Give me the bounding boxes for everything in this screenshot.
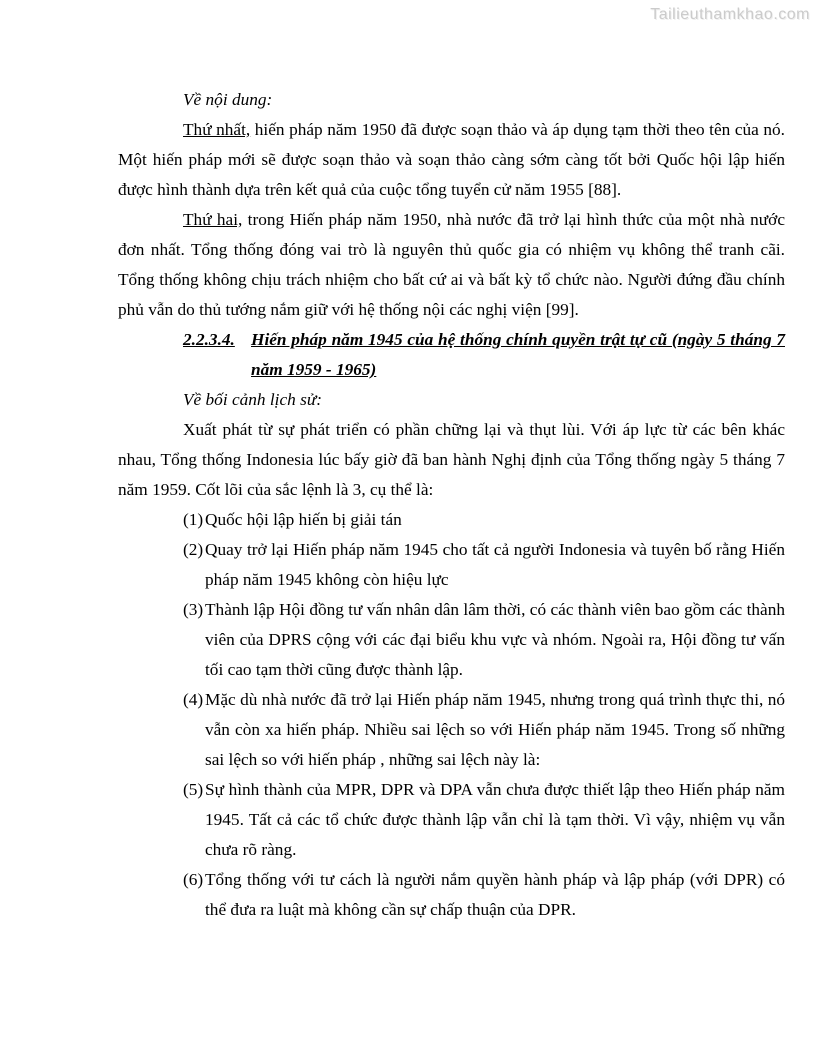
list-item-text: Mặc dù nhà nước đã trở lại Hiến pháp năm 1945, nhưng trong quá trình thực thi, nó vẫn còn xa hiến pháp. Nhiều sai lệch so với Hiến pháp năm 1945. Trong số những sai lệch so với hiến pháp , những sai lệch này là: [205, 690, 785, 769]
list-item-text: Quốc hội lập hiến bị giải tán [205, 510, 402, 529]
watermark: Tailieuthamkhao.com [650, 6, 810, 23]
list-item-marker: (3) [183, 600, 204, 619]
list-item [118, 685, 785, 775]
list-item-text: Sự hình thành của MPR, DPR và DPA vẫn chưa được thiết lập theo Hiến pháp năm 1945. Tất cả các tổ chức được thành lập vẫn chỉ là tạm thời. Vì vậy, nhiệm vụ vẫn chưa rõ ràng. [205, 780, 785, 859]
list-item-marker: (5) [183, 780, 204, 799]
section-heading-number: 2.2.3.4. [183, 330, 235, 349]
paragraph-first-text: hiến pháp năm 1950 đã được soạn thảo và áp dụng tạm thời theo tên của nó. Một hiến pháp mới sẽ được soạn thảo và soạn thảo càng sớm càng tốt bởi Quốc hội lập hiến được hình thành dựa trên kết quả của cuộc tổng tuyển cử năm 1955 [88]. [118, 120, 785, 199]
paragraph-second-text: trong Hiến pháp năm 1950, nhà nước đã trở lại hình thức của một nhà nước đơn nhất. Tổng thống đóng vai trò là nguyên thủ quốc gia có nhiệm vụ không thể tranh cãi. Tổng thống không chịu trách nhiệm cho bất cứ ai và bất kỳ tổ chức nào. Người đứng đầu chính phủ vẫn do thủ tướng nắm giữ với hệ thống nội các nghị viện [99]. [118, 210, 785, 319]
list-item [118, 865, 785, 925]
list-item-text: Thành lập Hội đồng tư vấn nhân dân lâm thời, có các thành viên bao gồm các thành viên của DPRS cộng với các đại biểu khu vực và nhóm. Ngoài ra, Hội đồng tư vấn tối cao tạm thời cũng được thành lập. [205, 600, 785, 679]
paragraph-first [118, 115, 785, 205]
section-heading [118, 325, 785, 385]
decree-points-list [118, 505, 785, 925]
list-item [118, 595, 785, 685]
paragraph-second-lead: Thứ hai, [183, 210, 243, 229]
list-item [118, 505, 785, 535]
section-heading-title: Hiến pháp năm 1945 của hệ thống chính quyền trật tự cũ (ngày 5 tháng 7 năm 1959 - 1965) [251, 330, 785, 379]
history-label: Về bối cảnh lịch sử: [183, 390, 323, 409]
list-item-marker: (6) [183, 870, 204, 889]
paragraph-first-lead: Thứ nhất, [183, 120, 251, 139]
list-item [118, 535, 785, 595]
list-item-marker: (1) [183, 510, 204, 529]
list-item-marker: (4) [183, 690, 204, 709]
document-content [118, 85, 785, 925]
list-item-text: Tổng thống với tư cách là người nắm quyền hành pháp và lập pháp (với DPR) có thể đưa ra luật mà không cần sự chấp thuận của DPR. [205, 870, 785, 919]
list-item [118, 775, 785, 865]
list-item-marker: (2) [183, 540, 204, 559]
intro-paragraph: Xuất phát từ sự phát triển có phần chững lại và thụt lùi. Với áp lực từ các bên khác nhau, Tổng thống Indonesia lúc bấy giờ đã ban hành Nghị định của Tổng thống ngày 5 tháng 7 năm 1959. Cốt lõi của sắc lệnh là 3, cụ thể là: [118, 420, 785, 499]
content-label: Về nội dung: [183, 90, 273, 109]
list-item-text: Quay trở lại Hiến pháp năm 1945 cho tất cả người Indonesia và tuyên bố rằng Hiến pháp năm 1945 không còn hiệu lực [205, 540, 785, 589]
paragraph-second [118, 205, 785, 325]
